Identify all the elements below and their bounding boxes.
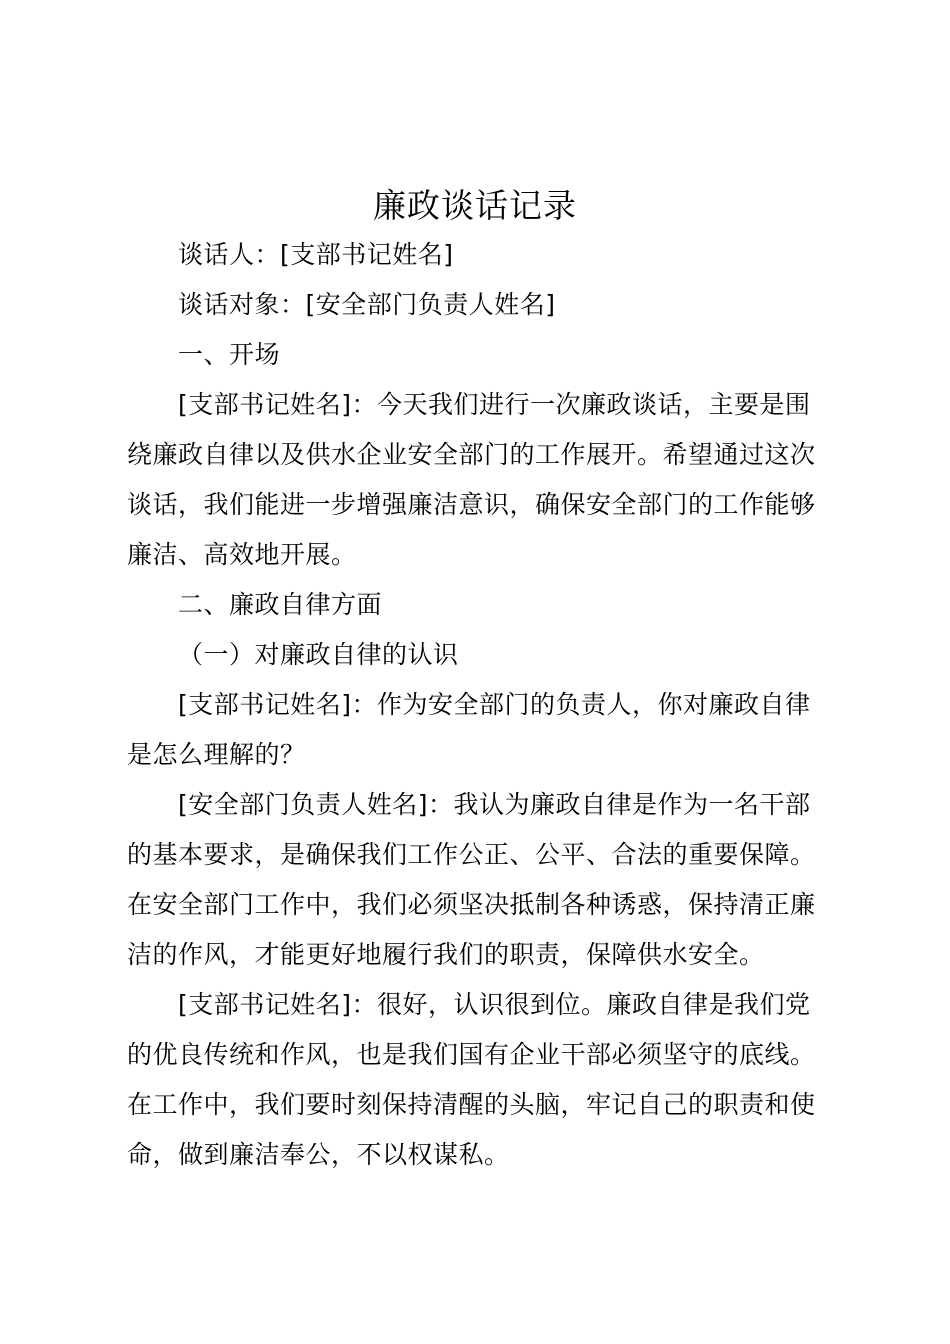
section-heading-opening: 一、开场 xyxy=(178,340,281,369)
paragraph-line: 是怎么理解的？ xyxy=(127,740,306,769)
paragraph-line: [支部书记姓名]：很好，认识很到位。廉政自律是我们党 xyxy=(178,990,811,1019)
paragraph-line: 绕廉政自律以及供水企业安全部门的工作展开。希望通过这次 xyxy=(127,440,816,469)
paragraph-line: 命，做到廉洁奉公，不以权谋私。 xyxy=(127,1140,510,1169)
document-title: 廉政谈话记录 xyxy=(373,186,577,225)
paragraph-line: 的优良传统和作风，也是我们国有企业干部必须坚守的底线。 xyxy=(127,1040,816,1069)
section-heading-self-discipline: 二、廉政自律方面 xyxy=(178,590,383,619)
interviewer-line: 谈话人：[支部书记姓名] xyxy=(178,240,454,269)
paragraph-line: 的基本要求，是确保我们工作公正、公平、合法的重要保障。 xyxy=(127,840,816,869)
paragraph-line: 在安全部门工作中，我们必须坚决抵制各种诱惑，保持清正廉 xyxy=(127,890,816,919)
paragraph-line: 洁的作风，才能更好地履行我们的职责，保障供水安全。 xyxy=(127,940,765,969)
interviewee-line: 谈话对象：[安全部门负责人姓名] xyxy=(178,290,556,319)
paragraph-line: 在工作中，我们要时刻保持清醒的头脑，牢记自己的职责和使 xyxy=(127,1090,816,1119)
subsection-heading: （一）对廉政自律的认识 xyxy=(178,640,459,669)
paragraph-line: 谈话，我们能进一步增强廉洁意识，确保安全部门的工作能够 xyxy=(127,490,816,519)
paragraph-line: [安全部门负责人姓名]：我认为廉政自律是作为一名干部 xyxy=(178,790,811,819)
paragraph-line: 廉洁、高效地开展。 xyxy=(127,540,357,569)
paragraph-line: [支部书记姓名]：今天我们进行一次廉政谈话，主要是围 xyxy=(178,390,811,419)
paragraph-line: [支部书记姓名]：作为安全部门的负责人，你对廉政自律 xyxy=(178,690,811,719)
